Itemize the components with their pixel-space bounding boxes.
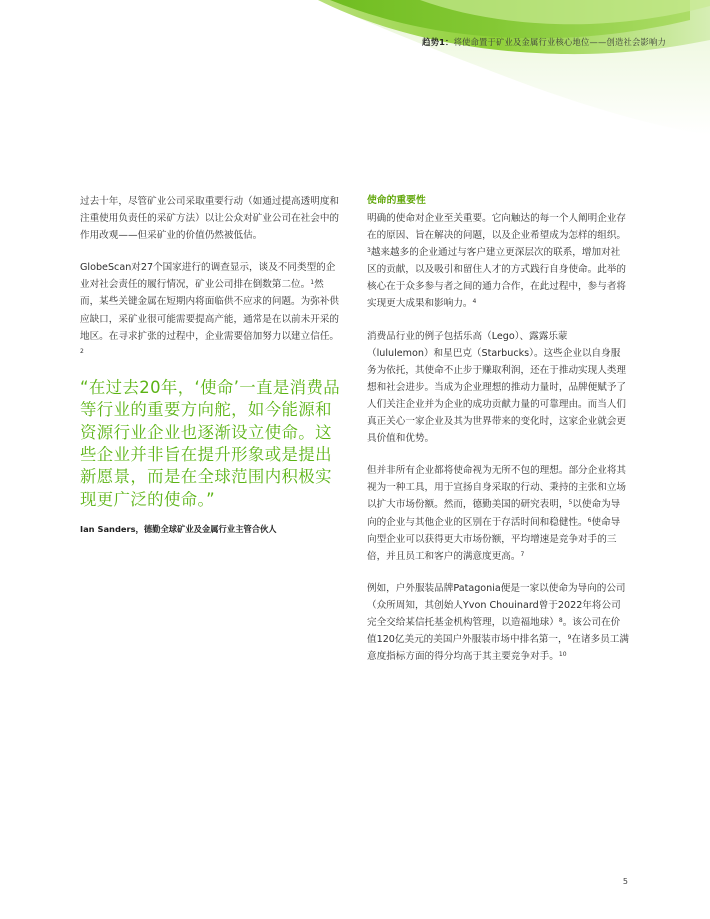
footnote-ref: 1: [310, 279, 315, 287]
trend-label: 趋势1：: [422, 37, 454, 47]
intro-paragraph: 过去十年，尽管矿业公司采取重要行动（如通过提高透明度和注重使用负责任的采矿方法）以让公众对矿业公司在社会中的作用改观——但采矿业的价值仍然被低估。: [80, 196, 340, 242]
right-column: [367, 193, 629, 680]
footnote-ref: 5: [568, 499, 573, 507]
footnote-ref: 4: [472, 298, 477, 306]
page-number: 5: [622, 877, 628, 886]
globescan-paragraph: GlobeScan对27个国家进行的调查显示，谈及不同类型的企业对社会责任的履行情况，矿业公司排在倒数第二位。$^1$然而，某些关键金属在短期内将面临供不应求的问题。为弥补供应缺口，采矿业很可能需要提高产能，通常是在以前未开采的地区。在寻求扩张的过程中，企业需要倍加努力以建立信任。$^2$: [80, 262, 340, 355]
footnote-ref: 2: [80, 347, 84, 355]
left-column: [80, 193, 342, 535]
pull-quote: “在过去20年，‘使命’一直是消费品等行业的重要方向舵，如今能源和资源行业企业也逐渐设立使命。这些企业并非旨在提升形象或是提出新愿景，而是在全球范围内积极实现更广泛的使命。”: [80, 377, 341, 509]
purpose-paragraph: 明确的使命对企业至关重要。它向触达的每一个人阐明企业存在的原因、旨在解决的问题，以及企业希望成为怎样的组织。$^3$越来越多的企业通过与客户建立更深层次的联系，增加对社区的贡献，以及吸引和留住人才的方式践行自身使命。此举的核心在于众多参与者之间的通力合作，在此过程中，参与者将实现更大成果和影响力。$^4$: [367, 213, 627, 310]
consumer-examples-paragraph: 消费品行业的例子包括乐高（Lego）、露露乐蒙（lululemon）和星巴克（Starbucks）。这些企业以自身服务为依托，其使命不止步于赚取利润，还在于推动实现人类理想和社会进步。当成为企业理想的推动力量时，品牌便赋予了人们关注企业并为企业的成功贡献力量的可靠理由。而当人们真正关心一家企业及其为世界带来的变化时，这家企业就会更具价值和优势。: [367, 330, 627, 445]
running-header: [422, 36, 666, 48]
footnote-ref: 6: [587, 516, 592, 524]
quote-attribution: Ian Sanders，德勤全球矿业及金属行业主管合伙人: [80, 524, 277, 535]
patagonia-paragraph: 例如，户外服装品牌Patagonia便是一家以使命为导向的公司（众所周知，其创始人Yvon Chouinard曾于2022年将公司完全交给某信托基金机构管理，以造福地球）$^8$。该公司在价值120亿美元的美国户外服装市场中排名第一，$^9$在诸多员工满意度指标方面的得分均高于其主要竞争对手。$^{10}$: [367, 582, 629, 663]
footnote-ref: 3: [367, 247, 371, 255]
trend-title: 将使命置于矿业及金属行业核心地位——创造社会影响力: [453, 37, 666, 47]
footnote-ref: 10: [558, 651, 567, 659]
research-paragraph: 但并非所有企业都将使命视为无所不包的理想。部分企业将其视为一种工具，用于宣扬自身采取的行动、秉持的主张和立场以扩大市场份额。然而，德勤美国的研究表明，$^5$以使命为导向的企业与其他企业的区别在于存活时间和稳健性。$^6$使命导向型企业可以获得更大市场份额，平均增速是竞争对手的三倍，并且员工和客户的满意度更高。$^7$: [367, 465, 627, 562]
footnote-ref: 9: [567, 634, 572, 642]
footnote-ref: 7: [520, 550, 525, 558]
header-banner: [0, 0, 710, 135]
footnote-ref: 8: [558, 616, 563, 624]
section-heading: 使命的重要性: [367, 195, 426, 206]
